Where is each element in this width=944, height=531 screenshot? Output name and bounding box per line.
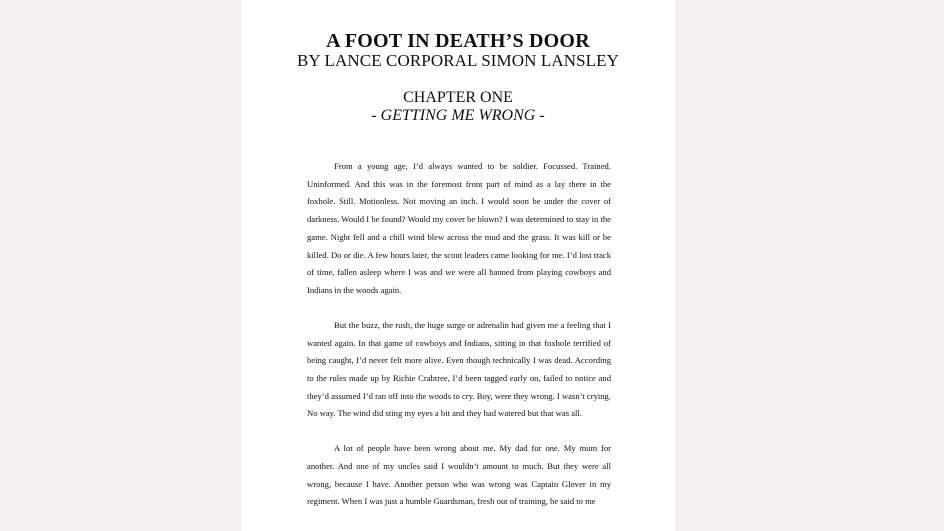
paragraph-text: From a young age, I’d always wanted to be soldier. Focussed. Trained. Uninformed. And this was in the foremost front part of mind as a lay there in the foxhole. Still. Motionless. Not moving an inch. I would soon be under the cover of darkness. Would I be found? Would my cover be blown? I was determined to stay in the game. Night fell and a chill wind blew across the mud and the grass. It was kill or be killed. Do or die. A few hours later, the scout leaders came looking for me. I’d lost track of time, fallen asleep where I was and we were all banned from playing cowboys and Indians in the woods again.	[307, 161, 611, 295]
document-page	[241, 0, 675, 531]
paragraph-text: A lot of people have been wrong about me. My dad for one. My mum for another. And one of my uncles said I wouldn’t amount to much. But they were all wrong, because I have. Another person who was wrong was Captain Glover in my regiment. When I was just a humble Guardsman, fresh out of training, he said to me	[307, 443, 611, 507]
author-byline: BY LANCE CORPORAL SIMON LANSLEY	[296, 51, 620, 70]
paragraph	[307, 158, 611, 300]
paragraph	[307, 317, 611, 423]
chapter-title	[241, 106, 675, 126]
chapter-number: CHAPTER ONE	[403, 89, 513, 106]
paragraph	[307, 440, 611, 511]
chapter-body	[307, 158, 611, 511]
chapter-title-suffix: -	[535, 107, 545, 124]
book-title: A FOOT IN DEATH’S DOOR	[326, 30, 590, 52]
chapter-title-prefix: -	[371, 107, 381, 124]
paragraph-text: But the buzz, the rush, the huge surge or adrenalin had given me a feeling that I wanted again. In that game of cowboys and Indians, sitting in that foxhole terrified of being caught, I’d never felt more alive. Even though technically I was dead. According to the rules made up by Richie Crabtree, I’d been tagged early on, failed to notice and they’d assumed I’d ran off into the woods to cry. Boy, were they wrong. I wasn’t crying. No way. The wind did sting my eyes a bit and they had watered but that was all.	[307, 319, 611, 419]
chapter-title-text: GETTING ME WRONG	[380, 107, 536, 124]
